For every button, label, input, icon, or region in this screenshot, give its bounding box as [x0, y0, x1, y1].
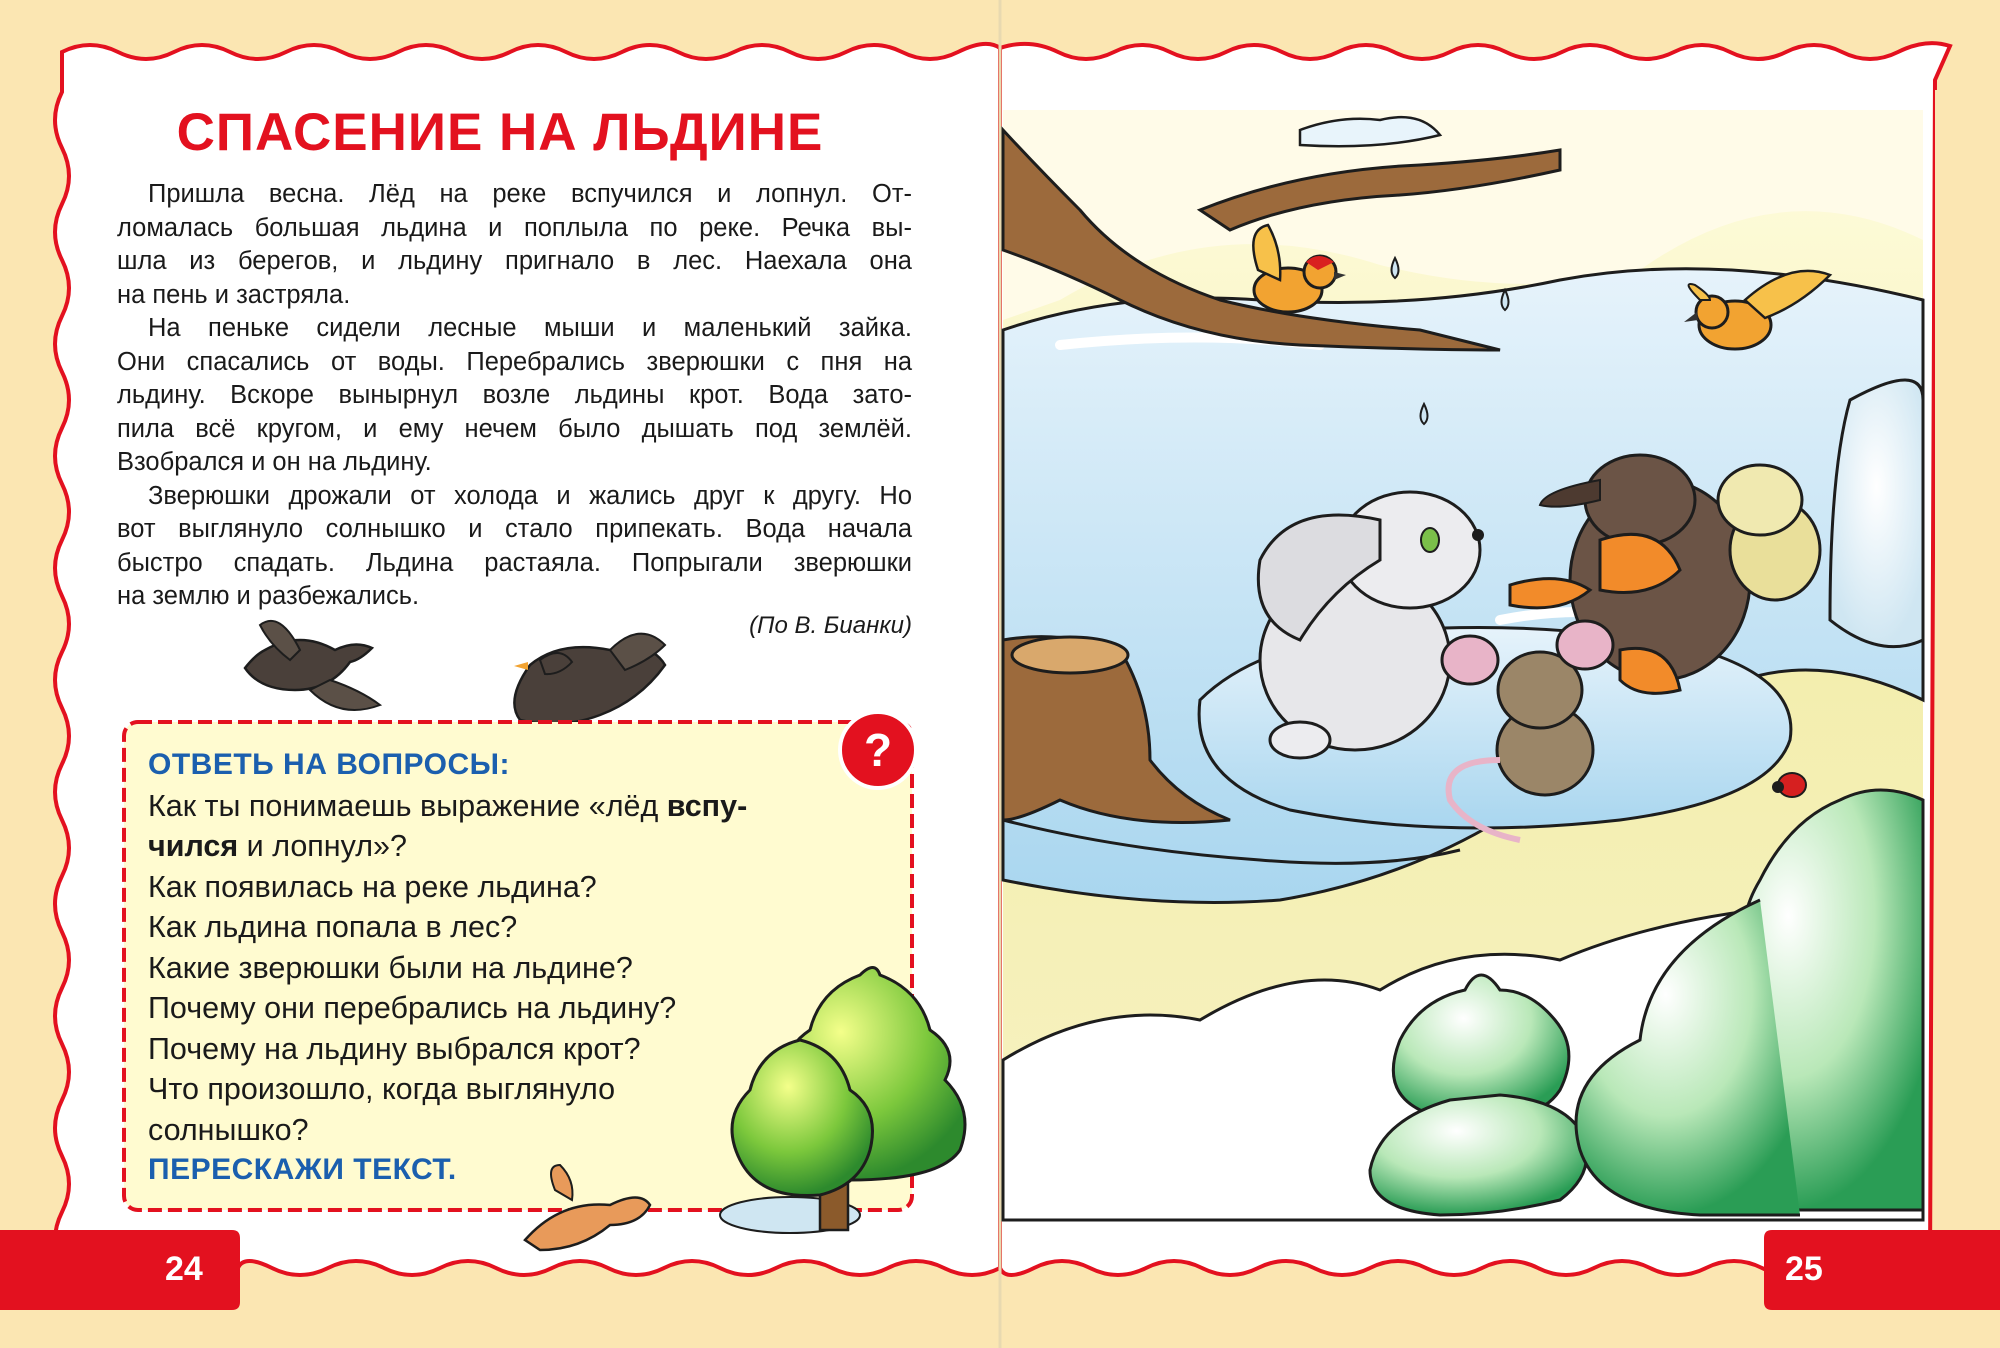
story-line: льдину. Вскоре вынырнул возле льдины крот. Вода зато-	[117, 381, 912, 409]
question-bold-word: вспу-	[666, 788, 748, 823]
page-title: СПАСЕНИЕ НА ЛЬДИНЕ	[176, 103, 824, 162]
story-line: Они спасались от воды. Перебрались зверюшки с пня на	[117, 347, 912, 376]
question-item: Что произошло, когда выглянуло	[148, 1072, 616, 1106]
question-bold-word: чился	[148, 829, 239, 863]
question-item: Как льдина попала в лес?	[148, 910, 518, 944]
story-line: вот выглянуло солнышко и стало припекать. Вода начала	[117, 515, 912, 543]
question-item	[148, 786, 918, 827]
retell-instruction: ПЕРЕСКАЖИ ТЕКСТ.	[148, 1153, 457, 1186]
question-item	[148, 826, 918, 867]
story-line: на землю и разбежались.	[117, 582, 420, 610]
story-line: на пень и застряла.	[117, 280, 351, 309]
question-badge-label: ?	[863, 724, 893, 776]
story-line: На пеньке сидели лесные мыши и маленький зайка.	[148, 314, 912, 342]
story-line: ломалась большая льдина и поплыла по реке. Речка вы-	[117, 213, 912, 242]
story-line: Взобрался и он на льдину.	[117, 448, 432, 476]
question-item: Почему они перебрались на льдину?	[148, 991, 677, 1025]
story-paragraph	[117, 312, 912, 480]
story-line: Пришла весна. Лёд на реке вспучился и лопнул. От-	[148, 180, 912, 208]
story-paragraph	[117, 178, 912, 312]
page-number-left: 24	[165, 1250, 203, 1288]
story-line: шла из берегов, и льдину пригнало в лес. Наехала она	[117, 247, 912, 275]
page-number-tab-left	[0, 1230, 240, 1310]
story-line: Зверюшки дрожали от холода и жались друг к другу. Но	[148, 481, 912, 510]
question-item: Какие зверюшки были на льдине?	[148, 950, 633, 985]
question-item: Как появилась на реке льдина?	[148, 869, 597, 904]
story-author: (По В. Бианки)	[749, 612, 912, 639]
question-item: Почему на льдину выбрался крот?	[148, 1031, 641, 1066]
story-line: пила всё кругом, и ему нечем было дышать под землёй.	[117, 414, 912, 443]
questions-heading: ОТВЕТЬ НА ВОПРОСЫ:	[148, 748, 511, 781]
page-number-right: 25	[1785, 1250, 1823, 1288]
story-text	[117, 178, 912, 614]
story-line: быстро спадать. Льдина растаяла. Попрыгали зверюшки	[117, 548, 912, 577]
question-text: Как ты понимаешь выражение «лёд	[148, 788, 667, 823]
winter-illustration	[1003, 110, 1923, 1220]
story-paragraph	[117, 480, 912, 614]
questions-list	[148, 745, 918, 1191]
question-item: солнышко?	[148, 1112, 309, 1147]
question-text: и лопнул»?	[238, 829, 407, 863]
